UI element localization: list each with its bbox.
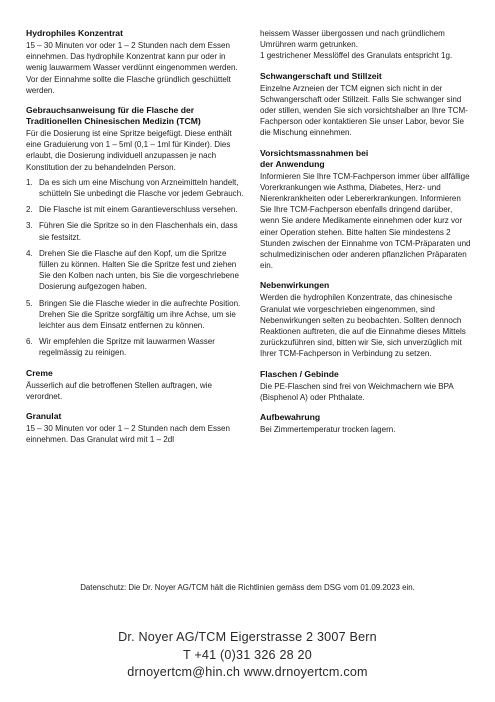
paragraph: Werden die hydrophilen Konzentrate, das chinesische Granulat wie vorgeschrieben eingenommen, sind Nebenwirkungen selten zu beobachten. Sollten dennoch Reaktionen auftreten, die auf die Einnahme dieses Mittels zurückzuführen sind, bitten wir Sie, sich unverzüglich mit Ihrer TCM-Fachperson in Verbindung zu setzen. [260,293,466,359]
list-item [26,336,246,358]
section-title: Granulat [26,411,62,422]
paragraph: Die PE-Flaschen sind frei von Weichmachern wie BPA (Bisphenol A) oder Phthalate. [260,381,454,402]
section-title: Aufbewahrung [260,412,321,423]
paragraph: 15 – 30 Minuten vor oder 1 – 2 Stunden nach dem Essen einnehmen. Das Granulat wird mit 1 – 2dl [26,424,230,445]
list-item [26,220,246,242]
section-title: Hydrophiles Konzentrat [26,28,123,38]
list-item [26,177,246,199]
list-item [26,204,246,215]
list-item [26,248,246,293]
company-footer [0,629,495,682]
section-precautions [260,148,472,272]
step-number: 4. [26,248,33,258]
paragraph: Vor der Einnahme sollte die Flasche gründlich geschüttelt werden. [26,74,231,95]
section-creme [26,368,246,402]
section-title: Nebenwirkungen [260,280,330,291]
step-number: 1. [26,177,33,187]
step-text: Führen Sie die Spritze so in den Flaschenhals ein, dass sie festsitzt. [39,221,238,242]
paragraph: Einzelne Arzneien der TCM eignen sich nicht in der Schwangerschaft oder Stillzeit. Falls Sie schwanger sind oder stillen, wenden Sie sich vorsichtshalber an Ihre TCM-Fachperson oder kontaktieren Sie unser Labor, bevor Sie die Mischung einnehmen. [260,83,468,138]
step-number: 2. [26,205,33,215]
section-granulat-continued [260,28,472,62]
paragraph: 15 – 30 Minuten vor oder 1 – 2 Stunden nach dem Essen einnehmen. Das hydrophile Konzentrat kann pur oder in wenig lauwarmem Wasser verdünnt eingenommen werden. [26,41,238,73]
paragraph: Äusserlich auf die betroffenen Stellen auftragen, wie verordnet. [26,380,212,401]
paragraph: 1 gestrichener Messlöffel des Granulats entspricht 1g. [260,51,453,61]
section-title: Creme [26,367,53,378]
title-line: Vorsichtsmassnahmen bei [260,147,369,158]
section-side-effects [260,280,472,359]
step-number: 6. [26,337,33,347]
company-phone: T +41 (0)31 326 28 20 [183,647,312,662]
section-title: Gebrauchsanweisung für die Flasche der Traditionellen Chinesischen Medizin (TCM) [26,105,201,127]
step-text: Bringen Sie die Flasche wieder in die aufrechte Position. Drehen Sie die Spritze sorgfältig um ihre Achse, um sie leichter aus dem Einsatz entfernen zu können. [39,298,241,331]
steps-list [26,177,246,359]
section-title: Flaschen / Gebinde [260,368,339,379]
privacy-notice: Datenschutz: Die Dr. Noyer AG/TCM hält die Richtlinien gemäss dem DSG vom 01.09.2023 ein. [80,583,415,592]
step-text: Die Flasche ist mit einem Garantieverschluss versehen. [39,205,238,215]
section-bottle-instructions [26,105,246,359]
title-line: der Anwendung [260,158,325,169]
step-text: Drehen Sie die Flasche auf den Kopf, um die Spritze füllen zu können. Halten Sie die Spritze fest und ziehen Sie den Kolben nach unten, bis Sie die vorgeschriebene Dosierung aufgezogen haben. [39,248,239,292]
section-title [260,148,472,170]
paragraph: Bei Zimmertemperatur trocken lagern. [260,425,396,435]
paragraph: heissem Wasser übergossen und nach gründlichem Umrühren warm getrunken. [260,29,445,50]
step-text: Wir empfehlen die Spritze mit lauwarmen Wasser regelmässig zu reinigen. [39,337,215,358]
step-number: 3. [26,221,33,231]
company-address: Dr. Noyer AG/TCM Eigerstrasse 2 3007 Bern [118,630,377,644]
section-storage [260,412,472,435]
paragraph: Informieren Sie Ihre TCM-Fachperson immer über allfällige Vorerkrankungen wie Asthma, Diabetes, Herz- und Nierenkrankheiten oder Lebererkrankungen. Informieren Sie Ihre TCM-Fachperson ebenfalls dringend darüber, wenn Sie andere Medikamente einnehmen oder kurz vor einer Operation stehen. Bitte halten Sie mindestens 2 Stunden zwischen der Einnahme von TCM-Präparaten und schulmedizinischen oder anderen pflanzlichen Präparaten ein. [260,171,471,271]
section-bottles [260,369,472,403]
right-column [260,28,472,444]
paragraph: Für die Dosierung ist eine Spritze beigefügt. Diese enthält eine Graduierung von 1 – 5ml (0,1 – 1ml für Kinder). Dies erlaubt, die Dosierung individuell anzupassen je nach Konstitution der zu behandelnden Person. [26,129,232,172]
company-contact: drnoyertcm@hin.ch www.drnoyertcm.com [127,665,368,679]
section-title: Schwangerschaft und Stillzeit [260,70,382,81]
step-number: 5. [26,298,33,308]
left-column [26,28,246,454]
section-pregnancy [260,71,472,139]
section-granulat [26,411,246,445]
step-text: Da es sich um eine Mischung von Arzneimitteln handelt, schütteln Sie unbedingt die Flasche vor jedem Gebrauch. [39,177,244,199]
section-hydrophilic-concentrate [26,28,246,96]
list-item [26,298,246,332]
